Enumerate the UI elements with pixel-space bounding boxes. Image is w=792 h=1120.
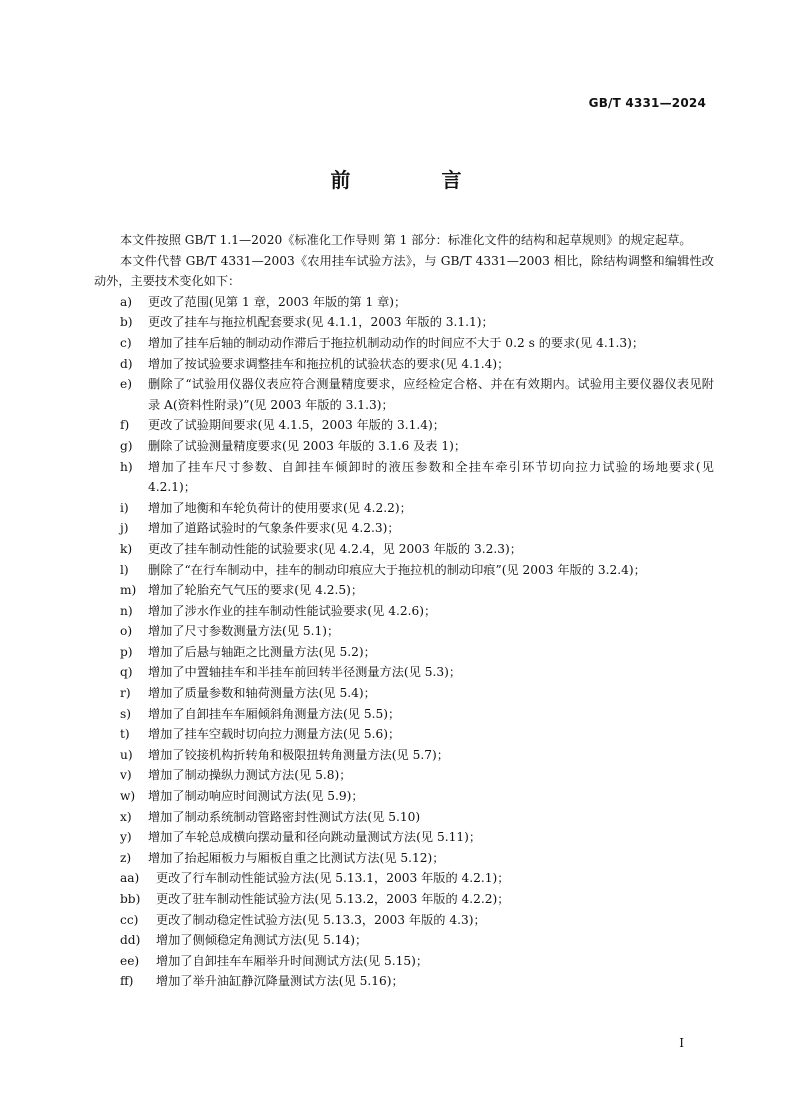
list-item [94,601,714,622]
list-item-marker: b) [120,315,133,330]
list-item-text: 增加了中置轴挂车和半挂车前回转半径测量方法(见 5.3)； [148,665,462,680]
list-item [94,662,714,683]
list-item-text: 更改了挂车与拖拉机配套要求(见 4.1.1，2003 年版的 3.1.1)； [148,315,494,330]
list-item-marker: m) [120,583,137,598]
list-item-marker: p) [120,644,133,659]
list-item-marker: cc) [120,912,139,927]
list-item [94,910,714,931]
list-item-marker: k) [120,541,133,556]
list-item-marker: i) [120,500,129,515]
list-item-marker: d) [120,356,133,371]
list-item-marker: j) [120,521,129,536]
list-item-text: 增加了举升油缸静沉降量测试方法(见 5.16)； [156,974,404,989]
list-item [94,930,714,951]
list-item [94,765,714,786]
list-item-marker: aa) [120,871,140,886]
list-item-text: 增加了铰接机构折转角和极限扭转角测量方法(见 5.7)； [148,747,449,762]
list-item-marker: e) [120,377,132,392]
list-item [94,292,714,313]
list-item-marker: n) [120,603,133,618]
list-item-text: 增加了后悬与轴距之比测量方法(见 5.2)； [148,644,376,659]
standard-code: GB/T 4331—2024 [588,96,706,110]
list-item-marker: g) [120,438,133,453]
list-item [94,518,714,539]
list-item [94,436,714,457]
list-item-text: 更改了驻车制动性能试验方法(见 5.13.2，2003 年版的 4.2.2)； [156,892,510,906]
list-item [94,415,714,436]
list-item-text: 增加了道路试验时的气象条件要求(见 4.2.3)； [148,521,400,536]
list-item [94,560,714,581]
page-number: I [679,1036,684,1050]
list-item [94,621,714,642]
list-item [94,539,714,560]
list-item-text: 增加了涉水作业的挂车制动性能试验要求(见 4.2.6)； [148,603,437,618]
list-item-text: 增加了自卸挂车车厢举升时间测试方法(见 5.15)； [156,953,429,968]
list-item-marker: y) [120,830,132,845]
list-item-text: 更改了范围(见第 1 章，2003 年版的第 1 章)； [148,294,407,309]
list-item [94,683,714,704]
list-item-marker: v) [120,768,132,783]
list-item-text: 删除了“试验用仪器仪表应符合测量精度要求，应经检定合格、并在有效期内。试验用主要仪器仪表见附录 A(资料性附录)”(见 2003 年版的 3.1.3)； [148,377,714,412]
list-item-text: 增加了按试验要求调整挂车和拖拉机的试验状态的要求(见 4.1.4)； [148,356,510,371]
list-item-marker: r) [120,686,131,701]
list-item-marker: h) [120,459,133,474]
list-item [94,374,714,415]
list-item-marker: c) [120,335,132,350]
list-item-marker: f) [120,418,130,433]
list-item [94,704,714,725]
list-item [94,333,714,354]
list-item-text: 增加了制动响应时间测试方法(见 5.9)； [148,789,364,804]
page-title: 前 言 [330,168,504,192]
list-item-marker: dd) [120,933,141,948]
list-item-text: 删除了试验测量精度要求(见 2003 年版的 3.1.6 及表 1)； [148,438,467,453]
list-item-text: 增加了抬起厢板力与厢板自重之比测试方法(见 5.12)； [148,850,445,865]
list-item-marker: x) [120,809,132,824]
list-item-text: 更改了试验期间要求(见 4.1.5，2003 年版的 3.1.4)； [148,418,445,433]
list-item-marker: z) [120,850,132,865]
list-item-text: 更改了挂车制动性能的试验要求(见 4.2.4，见 2003 年版的 3.2.3)； [148,541,522,556]
list-item [94,745,714,766]
list-item-marker: q) [120,665,133,680]
list-item [94,807,714,828]
list-item-marker: s) [120,706,132,721]
list-item-marker: w) [120,789,136,804]
list-item [94,786,714,807]
list-item-text: 删除了“在行车制动中，挂车的制动印痕应大于拖拉机的制动印痕”(见 2003 年版的 3.2.4)； [148,562,646,577]
list-item [94,642,714,663]
list-item-text: 增加了制动操纵力测试方法(见 5.8)； [148,768,352,783]
list-item-marker: a) [120,294,133,309]
list-item-text: 增加了侧倾稳定角测试方法(见 5.14)； [156,933,368,948]
list-item-text: 增加了挂车尺寸参数、自卸挂车倾卸时的液压参数和全挂车牵引环节切向拉力试验的场地要求(见 4.2.1)； [148,459,714,495]
list-item-text: 增加了轮胎充气气压的要求(见 4.2.5)； [148,583,364,598]
list-item-marker: o) [120,624,133,639]
list-item-marker: u) [120,747,133,762]
list-item [94,889,714,910]
list-item-text: 增加了地衡和车轮负荷计的使用要求(见 4.2.2)； [148,500,412,515]
list-item [94,354,714,375]
list-item [94,457,714,498]
list-item-marker: bb) [120,892,141,906]
list-item-text: 增加了挂车后轴的制动动作滞后于拖拉机制动动作的时间应不大于 0.2 s 的要求(见 4.1.3)； [148,335,645,350]
list-item-marker: t) [120,727,130,742]
list-item-text: 更改了制动稳定性试验方法(见 5.13.3，2003 年版的 4.3)； [156,912,486,927]
changes-list [94,292,714,992]
list-item-marker: l) [120,562,129,577]
intro-paragraph-2: 本文件代替 GB/T 4331—2003《农用挂车试验方法》，与 GB/T 4331—2003 相比，除结构调整和编辑性改动外，主要技术变化如下： [94,253,714,289]
list-item [94,971,714,992]
list-item-text: 更改了行车制动性能试验方法(见 5.13.1，2003 年版的 4.2.1)； [156,871,510,886]
list-item-text: 增加了自卸挂车车厢倾斜角测量方法(见 5.5)； [148,706,401,721]
list-item [94,498,714,519]
list-item [94,724,714,745]
list-item-marker: ee) [120,953,140,968]
list-item [94,827,714,848]
list-item-text: 增加了车轮总成横向摆动量和径向跳动量测试方法(见 5.11)； [148,830,482,845]
list-item [94,580,714,601]
list-item [94,951,714,972]
intro-paragraph-1: 本文件按照 GB/T 1.1—2020《标准化工作导则 第 1 部分：标准化文件的结构和起草规则》的规定起草。 [120,233,692,247]
document-body [94,230,714,992]
list-item-text: 增加了尺寸参数测量方法(见 5.1)； [148,624,340,639]
list-item [94,848,714,869]
list-item-text: 增加了挂车空载时切向拉力测量方法(见 5.6)； [148,727,401,742]
list-item-text: 增加了质量参数和轴荷测量方法(见 5.4)； [148,686,376,701]
list-item [94,868,714,889]
list-item-text: 增加了制动系统制动管路密封性测试方法(见 5.10) [148,809,421,824]
list-item [94,312,714,333]
list-item-marker: ff) [120,974,134,989]
